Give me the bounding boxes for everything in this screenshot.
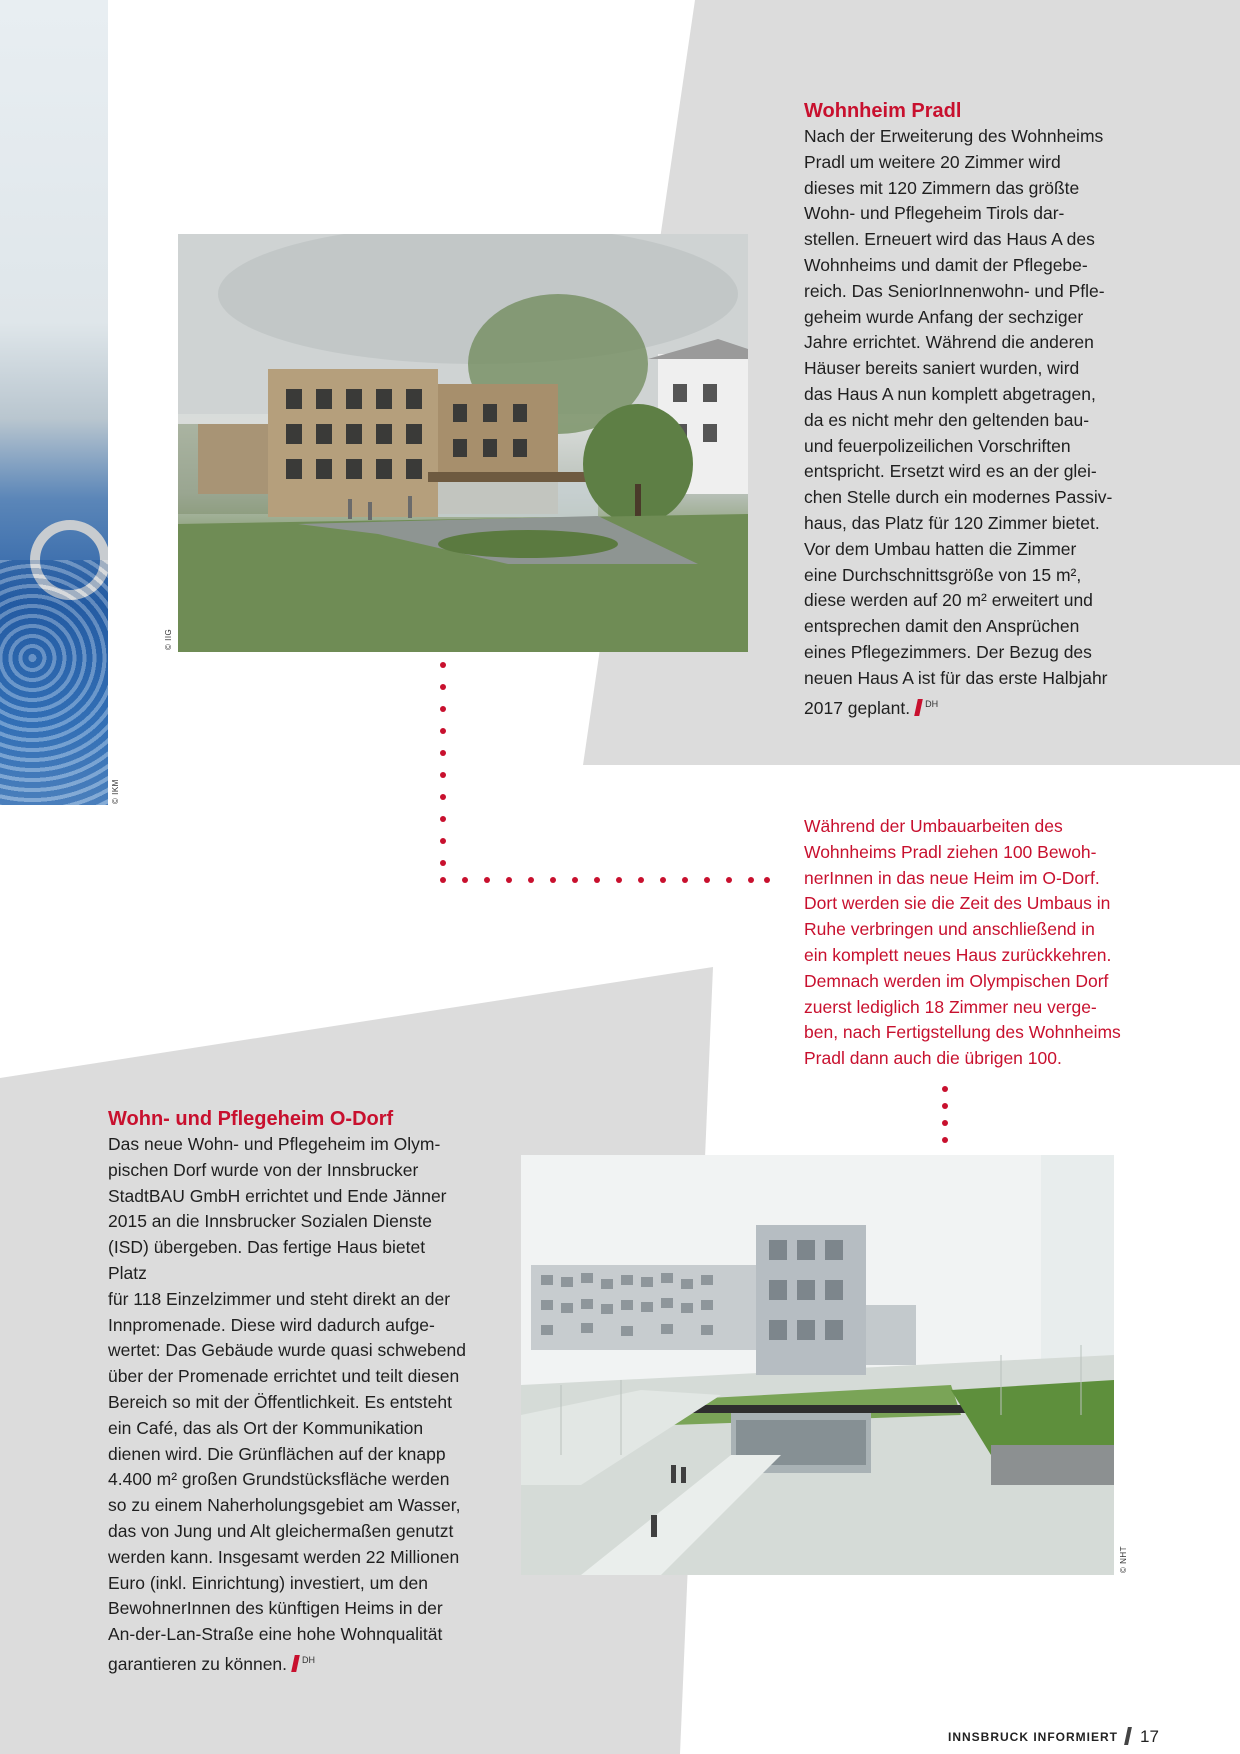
heading-odorf: Wohn- und Pflegeheim O-Dorf [108, 1108, 394, 1130]
text-line: das von Jung und Alt gleichermaßen genutzt [108, 1520, 454, 1541]
callout-line: nerInnen in das neue Heim im O-Dorf. [804, 867, 1100, 888]
text-line: Vor dem Umbau hatten die Zimmer [804, 538, 1077, 559]
text-line: diese werden auf 20 m² erweitert und [804, 590, 1093, 611]
text-line: geheim wurde Anfang der sechziger [804, 306, 1084, 327]
text-line: BewohnerInnen des künftigen Heims in der [108, 1598, 443, 1619]
footer-separator [1124, 1727, 1132, 1745]
text-line-end: 2017 geplant. [804, 697, 911, 718]
publication-name: INNSBRUCK INFORMIERT [948, 1730, 1118, 1744]
odorf-render-illustration [521, 1155, 1114, 1575]
author-initials: DH [925, 698, 939, 709]
text-line: eine Durchschnittsgröße von 15 m², [804, 564, 1082, 585]
text-line: entspricht. Ersetzt wird es an der glei- [804, 461, 1097, 482]
text-line: eines Pflegezimmers. Der Bezug des [804, 641, 1092, 662]
text-line: ein Café, das als Ort der Kommunikation [108, 1417, 424, 1438]
left-edge-photo [0, 0, 108, 805]
callout-line: Ruhe verbringen und anschließend in [804, 919, 1095, 940]
text-line-last [804, 692, 1134, 722]
credit-left-photo: © IKM [111, 779, 120, 804]
callout-line: Demnach werden im Olympischen Dorf [804, 970, 1109, 991]
text-line: Häuser bereits saniert wurden, wird [804, 358, 1080, 379]
text-line: haus, das Platz für 120 Zimmer bietet. [804, 512, 1100, 533]
text-line: Wohn- und Pflegeheim Tirols dar- [804, 203, 1065, 224]
text-line: 4.400 m² großen Grundstücksfläche werden [108, 1469, 450, 1490]
body-pradl [804, 124, 1134, 721]
text-line: Jahre errichtet. Während die anderen [804, 332, 1094, 353]
text-line: StadtBAU GmbH errichtet und Ende Jänner [108, 1185, 447, 1206]
text-line: neuen Haus A ist für das erste Halbjahr [804, 667, 1108, 688]
pradl-render-image [178, 234, 748, 652]
text-line: wertet: Das Gebäude wurde quasi schwebend [108, 1340, 466, 1361]
credit-pradl-render: © IIG [164, 628, 173, 650]
end-mark-icon [291, 1655, 300, 1672]
callout-line: ben, nach Fertigstellung des Wohnheims [804, 1022, 1121, 1043]
pradl-render-illustration [178, 234, 748, 652]
text-line: über der Promenade errichtet und teilt diesen [108, 1366, 460, 1387]
photo-fabric-pattern [0, 560, 108, 805]
author-initials: DH [302, 1654, 316, 1665]
body-odorf [108, 1132, 468, 1678]
callout-line: Während der Umbauarbeiten des [804, 816, 1063, 836]
text-line: pischen Dorf wurde von der Innsbrucker [108, 1159, 419, 1180]
text-line-end: garantieren zu können. [108, 1653, 288, 1674]
text-line: so zu einem Naherholungsgebiet am Wasser, [108, 1495, 461, 1516]
text-line: für 118 Einzelzimmer und steht direkt an der [108, 1288, 451, 1309]
text-line: da es nicht mehr den geltenden bau- [804, 409, 1090, 430]
text-line: Euro (inkl. Einrichtung) investiert, um den [108, 1572, 428, 1593]
text-line-last [108, 1648, 468, 1678]
text-line: Innpromenade. Diese wird dadurch aufge- [108, 1314, 435, 1335]
callout-line: Dort werden sie die Zeit des Umbaus in [804, 893, 1111, 914]
text-line: entsprechen damit den Ansprüchen [804, 616, 1080, 637]
text-line: dieses mit 120 Zimmern das größte [804, 177, 1080, 198]
page-footer [948, 1727, 1159, 1747]
end-mark-icon [914, 699, 923, 716]
article-odorf [108, 1106, 468, 1678]
text-line: und feuerpolizeilichen Vorschriften [804, 435, 1071, 456]
text-line: chen Stelle durch ein modernes Passiv- [804, 487, 1113, 508]
text-line: Nach der Erweiterung des Wohnheims [804, 126, 1104, 146]
text-line: (ISD) übergeben. Das fertige Haus bietet Platz [108, 1237, 426, 1283]
text-line: das Haus A nun komplett abgetragen, [804, 383, 1096, 404]
credit-odorf-render: © NHT [1119, 1545, 1128, 1573]
text-line: dienen wird. Die Grünflächen auf der knapp [108, 1443, 446, 1464]
text-line: Pradl um weitere 20 Zimmer wird [804, 151, 1061, 172]
article-pradl [804, 98, 1134, 721]
text-line: stellen. Erneuert wird das Haus A des [804, 229, 1095, 250]
odorf-render-image [521, 1155, 1114, 1575]
text-line: An-der-Lan-Straße eine hohe Wohnqualität [108, 1624, 443, 1645]
text-line: Bereich so mit der Öffentlichkeit. Es entsteht [108, 1391, 453, 1412]
callout-line: Pradl dann auch die übrigen 100. [804, 1048, 1062, 1069]
callout-line: Wohnheims Pradl ziehen 100 Bewoh- [804, 841, 1097, 862]
callout-line: ein komplett neues Haus zurückkehren. [804, 944, 1112, 965]
callout-umbau [804, 814, 1144, 1072]
text-line: reich. Das SeniorInnenwohn- und Pfle- [804, 280, 1105, 301]
text-line: werden kann. Insgesamt werden 22 Millionen [108, 1546, 460, 1567]
text-line: Das neue Wohn- und Pflegeheim im Olym- [108, 1134, 441, 1154]
heading-pradl: Wohnheim Pradl [804, 100, 962, 122]
page-number: 17 [1140, 1727, 1159, 1746]
callout-line: zuerst lediglich 18 Zimmer neu verge- [804, 996, 1097, 1017]
text-line: Wohnheims und damit der Pflegebe- [804, 254, 1088, 275]
text-line: 2015 an die Innsbrucker Sozialen Dienste [108, 1211, 432, 1232]
